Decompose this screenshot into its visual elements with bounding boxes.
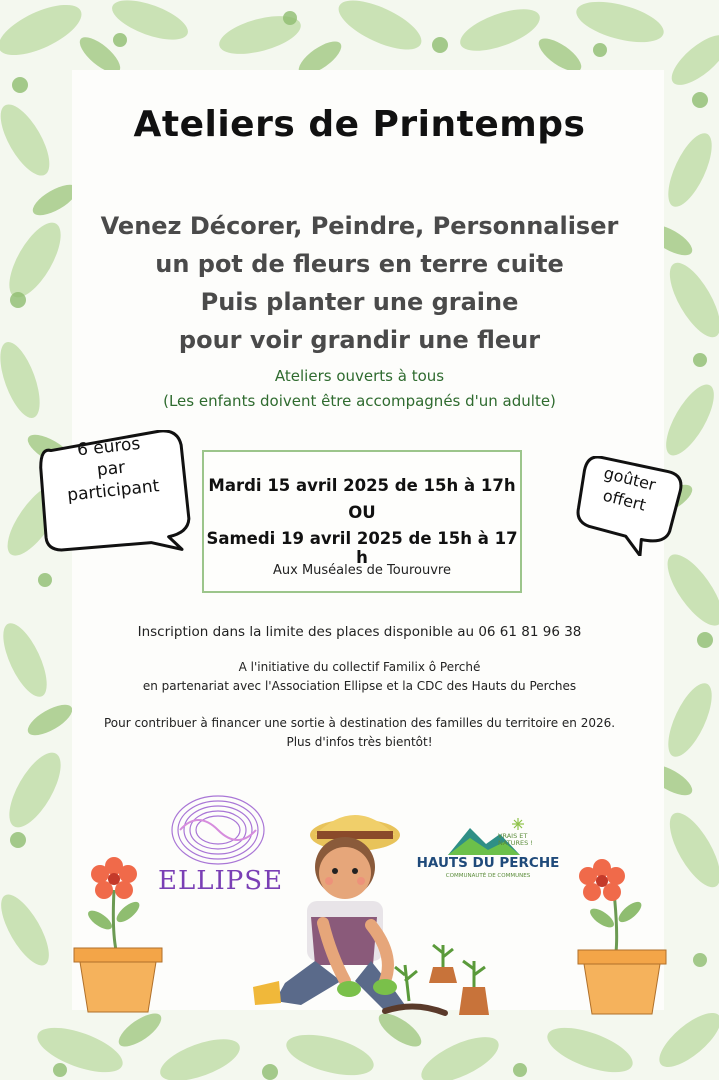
date-or: OU [348, 503, 376, 522]
snack-gouter: goûter [601, 463, 658, 495]
hauts-du-perche-subtitle: COMMUNAUTÉ DE COMMUNES [445, 873, 531, 879]
flower-pot-right-icon [574, 852, 670, 1022]
child-gardening-illustration [245, 805, 495, 1025]
headline-line-1: Venez Décorer, Peindre, Personnaliser [100, 212, 619, 240]
venue-text: Aux Muséales de Tourouvre [273, 563, 451, 578]
date-first: Mardi 15 avril 2025 de 15h à 17h [208, 476, 516, 495]
hauts-tagline-1: VRAIS ET [498, 832, 528, 840]
headline-line-2: un pot de fleurs en terre cuite [155, 250, 564, 278]
hauts-du-perche-wordmark: HAUTS DU PERCHE [416, 855, 560, 871]
hauts-tagline [498, 833, 558, 847]
headline-line-4: pour voir grandir une fleur [178, 326, 541, 354]
headline-line-3: Puis planter une graine [200, 288, 519, 316]
open-to-all-text: Ateliers ouverts à tous [274, 367, 445, 385]
dates-box [202, 450, 522, 593]
purpose-line-2: Plus d'infos très bientôt! [286, 735, 433, 749]
price-par: par [95, 457, 127, 481]
flower-pot-left-icon [70, 850, 166, 1020]
snack-offert: offert [601, 485, 648, 515]
ellipse-wordmark: ELLIPSE [158, 866, 284, 896]
initiative-line-2: en partenariat avec l'Association Ellipse et la CDC des Hauts du Perches [142, 679, 577, 693]
initiative-line-1: A l'initiative du collectif Familix ô Perché [238, 660, 481, 674]
hauts-tagline-2: NATURES ! [498, 839, 533, 847]
snack-bubble [572, 456, 684, 556]
purpose-line-1: Pour contribuer à financer une sortie à destination des familles du territoire en 2026. [103, 716, 616, 730]
poster-title: Ateliers de Printemps [133, 104, 586, 145]
price-bubble [36, 430, 196, 560]
price-amount: 6 euros [76, 433, 142, 461]
price-participant: participant [66, 476, 161, 506]
children-note: (Les enfants doivent être accompagnés d'un adulte) [163, 392, 556, 410]
registration-text: Inscription dans la limite des places disponible au 06 61 81 96 38 [137, 624, 582, 640]
date-second: Samedi 19 avril 2025 de 15h à 17 h [206, 529, 518, 567]
